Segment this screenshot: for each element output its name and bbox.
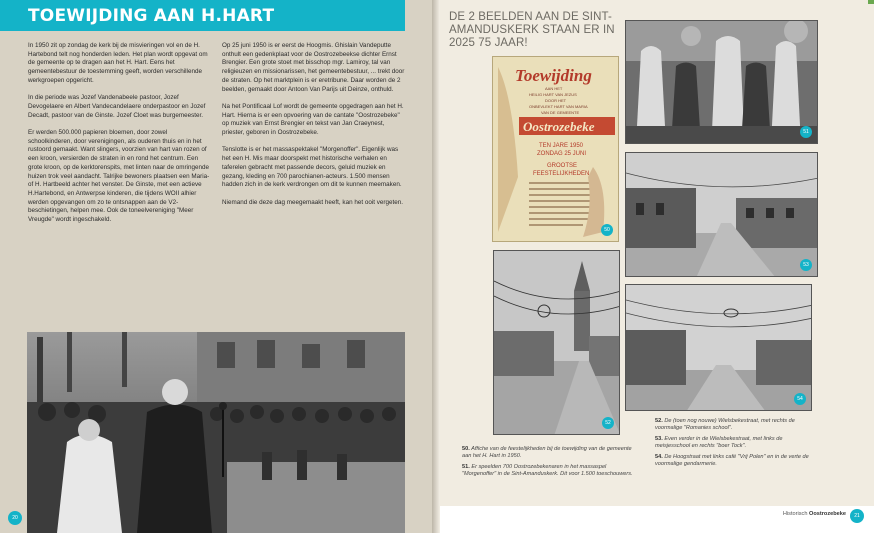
poster-sub: FEESTELIJKHEDEN — [533, 171, 590, 177]
captions-left — [462, 446, 637, 482]
poster-date: ZONDAG 25 JUNI — [537, 151, 587, 157]
caption-text: De (toen nog nouwe) Wielsbekestraat, met rechts de voormalige "Romanies school". — [655, 418, 795, 431]
book-spine — [432, 0, 440, 533]
photo-number: 53 — [800, 259, 812, 271]
page-number-left: 20 — [8, 511, 22, 525]
photo-number: 52 — [602, 417, 614, 429]
church-street-photo — [493, 250, 620, 435]
paragraph: Tenslotte is er het massaspektakel "Morgenoffer". Eigenlijk was het een H. Mis maar doorspekt met historische verhalen en taferelen gebracht met passende decors, geluid muziek en gezang, kleding en 700 parochianen-acteurs. 1.500 mensen hadden zich in de kerk verdrongen om dit te kunnen meemaken. — [222, 146, 402, 189]
footer-prefix: Historisch — [782, 511, 808, 517]
paragraph: Er werden 500.000 papieren bloemen, door zowel schoolkinderen, door verenigingen, als ouderen thuis en in het rustoord gemaakt. Want slingers, voorzien van hart van rozen of een kroon, versierden de straten in en rond het centrum. Een grote kroon, op de kerktorenspits, met linten naar de omringende huizen trok veel aandacht. Talrijke bewoners plaatsen een Maria- of H. Hartbeeld achter het venster. De Ginste, met een actieve H.Hartebond, en Antwerpse kinderen, die tijdens WOII alhier werden opgevangen om zo te ontsnappen aan de V2-beschietingen, helpen mee. Ook de toneelvereniging "Meer Vreugde" wordt ingeschakeld. — [28, 129, 210, 224]
paragraph: In 1950 zit op zondag de kerk bij de misvieringen vol en de H. Hartebond telt nog honderden leden. Het plan wordt opgevat om de gemeente op te dragen aan het H. Hart. Eens het gemeentebestuur de toestemming geeft, worden verschillende werkgroepen opgericht. — [28, 42, 208, 84]
caption-number: 53. — [655, 436, 663, 442]
caption-number: 51. — [462, 464, 470, 470]
top-accent — [868, 0, 874, 4]
crowd-photo — [27, 332, 405, 533]
poster-image — [493, 57, 619, 242]
paragraph: Niemand die deze dag meegemaakt heeft, kan het ooit vergeten. — [222, 198, 403, 206]
caption-item — [655, 418, 818, 432]
hoogstraat-photo — [625, 284, 812, 411]
paragraph: Na het Pontificaal Lof wordt de gemeente opgedragen aan het H. Hart. Hierna is er een opvoering van de cantate "Oostrozebeke" op muziek van Ernst Brengier en tekst van Jan Craeynest, priester, geboren in Oostrozebeke. — [222, 102, 404, 137]
left-page — [0, 0, 432, 533]
caption-text: Even verder in de Wielsbekestraat, met links de meisjesschool en rechts "boer Tock". — [655, 436, 783, 449]
footer-town: Oostrozebeke — [809, 511, 846, 517]
caption-item — [462, 446, 637, 460]
photo-number: 51 — [800, 126, 812, 138]
crowd-photo-image — [27, 332, 405, 533]
caption-number: 54. — [655, 454, 663, 460]
caption-text: Affiche van de feestelijkheden bij de toewijding van de gemeente aan het H. Hart in 1950. — [462, 446, 632, 459]
right-page — [440, 0, 874, 533]
text-column-1 — [28, 42, 212, 233]
caption-item — [655, 436, 818, 450]
headline: DE 2 BEELDEN AAN DE SINT-AMANDUSKERK STAAN ER IN 2025 75 JAAR! — [449, 11, 615, 49]
paragraph: In die periode was Jozef Vandenabeele pastoor, Jozef Devogelaere en Albert Vandecandelaere onderpastoor en Jozef Decadt, pastoor van de Ginste. Jozef Cloet was burgemeester. — [28, 94, 206, 119]
poster-line: HEILIG HART VAN JEZUS — [529, 92, 577, 97]
photo-number: 54 — [794, 393, 806, 405]
poster-line: VAN DE GEMEENTE — [541, 110, 580, 115]
poster-line: DOOR HET — [545, 98, 567, 103]
page-title: TOEWIJDING AAN H.HART — [28, 6, 275, 26]
text-column-2 — [222, 42, 408, 216]
page-number-right: 21 — [850, 509, 864, 523]
poster-town: Oostrozebeke — [523, 119, 595, 134]
caption-item — [655, 454, 818, 468]
caption-text: De Hoogstraat met links café "Vrij Polen" en in de verte de voormalige gendarmerie. — [655, 454, 809, 467]
captions-right — [655, 418, 818, 472]
poster-photo — [492, 56, 619, 242]
poster-line: AAN HET — [545, 86, 563, 91]
caption-item — [462, 464, 637, 478]
poster-sub: GROOTSE — [547, 163, 578, 169]
paragraph: Op 25 juni 1950 is er eerst de Hoogmis. Ghislain Vandeputte onthult een gedenkplaat voor de Oostrozebeekse dichter Ernst Brengier. Een grote stoet met bisschop mgr. Lamiroy, tal van religieuzen en missionarissen, het gemeentebestuur, ... trekt door de straten. Op het marktplein is er eretribune. Daar worden de 2 beelden, gemaakt door Antoon Van Parijs uit Deinze, onthuld. — [222, 42, 405, 93]
poster-date: TEN JARE 1950 — [539, 143, 584, 149]
caption-text: Er speelden 700 Oostrozebekenaren in het massaspel "Morgenoffer" in de Sint-Amanduskerk. Dit voor 1.500 toeschouwers. — [462, 464, 633, 477]
hoogstraat-image — [626, 285, 812, 411]
caption-number: 50. — [462, 446, 470, 452]
wielsbekestraat-image — [626, 153, 818, 277]
poster-line: ONBEVLEKT HART VAN MARIA — [529, 104, 588, 109]
wielsbekestraat-photo — [625, 152, 818, 277]
procession-image — [626, 21, 818, 144]
footer-text — [783, 511, 846, 517]
photo-number: 50 — [601, 224, 613, 236]
caption-number: 52. — [655, 418, 663, 424]
church-street-image — [494, 251, 620, 435]
poster-title: Toewijding — [515, 66, 592, 85]
procession-photo — [625, 20, 818, 144]
title-bar — [0, 0, 405, 31]
